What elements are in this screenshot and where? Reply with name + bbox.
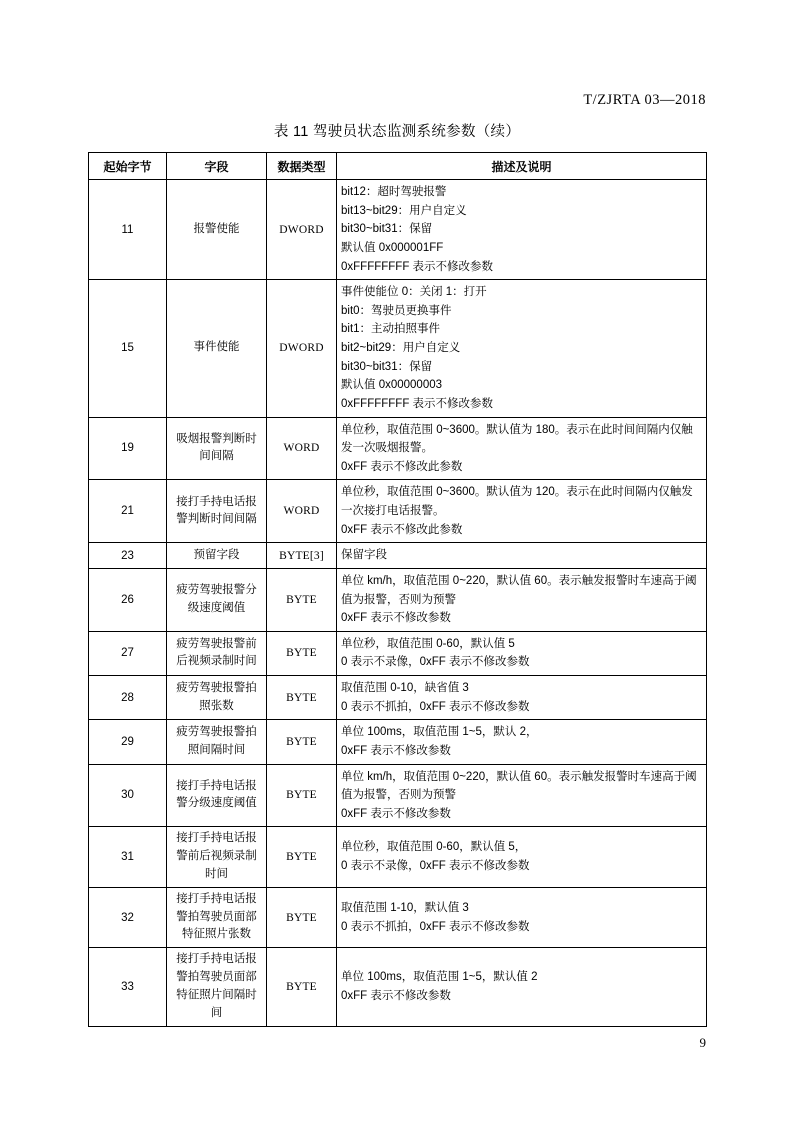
- cell-field: 接打手持电话报警拍驾驶员面部特征照片张数: [167, 887, 267, 947]
- cell-field: 事件使能: [167, 280, 267, 417]
- cell-data-type: BYTE[3]: [267, 543, 337, 569]
- cell-data-type: WORD: [267, 480, 337, 543]
- standard-code-header: T/ZJRTA 03—2018: [583, 92, 706, 108]
- cell-data-type: DWORD: [267, 280, 337, 417]
- description-line: 0xFFFFFFFF 表示不修改参数: [341, 260, 494, 273]
- table-row: [89, 180, 707, 280]
- cell-data-type: WORD: [267, 417, 337, 480]
- description-line: 0xFF 表示不修改此参数: [341, 523, 463, 536]
- cell-data-type: BYTE: [267, 720, 337, 764]
- description-line: 0xFF 表示不修改参数: [341, 989, 451, 1002]
- table-row: [89, 543, 707, 569]
- cell-start-byte: 21: [89, 480, 167, 543]
- description-line: 0 表示不抓拍，0xFF 表示不修改参数: [341, 920, 530, 933]
- table-row: [89, 948, 707, 1026]
- cell-description: [337, 180, 707, 280]
- description-line: 默认值 0x00000003: [341, 379, 443, 392]
- description-line: bit30~bit31：保留: [341, 360, 433, 373]
- description-line: bit2~bit29：用户自定义: [341, 342, 461, 354]
- description-line: 单位秒，取值范围 0~3600。默认值为 120。表示在此时间隔内仅触发一次接打电话报警。: [341, 486, 693, 517]
- cell-data-type: DWORD: [267, 180, 337, 280]
- description-line: 0xFFFFFFFF 表示不修改参数: [341, 397, 494, 410]
- page-number: 9: [699, 1035, 706, 1050]
- cell-data-type: BYTE: [267, 887, 337, 947]
- table-body: [89, 180, 707, 1027]
- column-header-data-type: 数据类型: [267, 153, 337, 180]
- cell-description: [337, 631, 707, 675]
- cell-field: 预留字段: [167, 543, 267, 569]
- cell-start-byte: 28: [89, 676, 167, 720]
- description-line: 单位秒，取值范围 0-60，默认值 5: [341, 637, 515, 650]
- table-row: [89, 480, 707, 543]
- table-row: [89, 568, 707, 631]
- cell-field: 疲劳驾驶报警拍照间隔时间: [167, 720, 267, 764]
- table-row: [89, 280, 707, 417]
- cell-description: [337, 764, 707, 827]
- description-line: 0xFF 表示不修改此参数: [341, 460, 463, 473]
- cell-description: [337, 887, 707, 947]
- cell-field: 接打手持电话报警分级速度阈值: [167, 764, 267, 827]
- cell-field: 报警使能: [167, 180, 267, 280]
- description-line: 0 表示不录像，0xFF 表示不修改参数: [341, 860, 530, 873]
- cell-field: 接打手持电话报警判断时间间隔: [167, 480, 267, 543]
- description-line: 默认值 0x000001FF: [341, 241, 444, 254]
- description-line: bit12：超时驾驶报警: [341, 186, 447, 198]
- cell-field: 吸烟报警判断时间间隔: [167, 417, 267, 480]
- cell-description: [337, 568, 707, 631]
- description-line: bit1：主动拍照事件: [341, 323, 441, 336]
- cell-start-byte: 26: [89, 568, 167, 631]
- parameters-table: [88, 152, 707, 1027]
- description-line: 保留字段: [341, 549, 387, 562]
- table-row: [89, 887, 707, 947]
- description-line: 取值范围 1-10，默认值 3: [341, 901, 469, 914]
- cell-start-byte: 33: [89, 948, 167, 1026]
- table-header-row: [89, 153, 707, 180]
- description-line: 单位秒，取值范围 0~3600。默认值为 180。表示在此时间间隔内仅触发一次吸烟报警。: [341, 423, 693, 455]
- cell-description: [337, 280, 707, 417]
- cell-start-byte: 30: [89, 764, 167, 827]
- cell-data-type: BYTE: [267, 764, 337, 827]
- description-line: 单位 100ms，取值范围 1~5，默认 2，: [341, 726, 538, 739]
- cell-field: 接打手持电话报警拍驾驶员面部特征照片间隔时间: [167, 948, 267, 1026]
- description-line: bit13~bit29：用户自定义: [341, 204, 467, 217]
- cell-description: [337, 948, 707, 1026]
- description-line: 0 表示不抓拍，0xFF 表示不修改参数: [341, 700, 530, 713]
- cell-data-type: BYTE: [267, 568, 337, 631]
- description-line: bit30~bit31：保留: [341, 223, 433, 236]
- cell-data-type: BYTE: [267, 827, 337, 887]
- description-line: 0xFF 表示不修改参数: [341, 744, 451, 757]
- column-header-field: 字段: [167, 153, 267, 180]
- cell-description: [337, 676, 707, 720]
- cell-start-byte: 27: [89, 631, 167, 675]
- description-line: 单位 km/h，取值范围 0~220，默认值 60。表示触发报警时车速高于阈值为报警，否则为预警: [341, 770, 697, 802]
- table-row: [89, 720, 707, 764]
- table-row: [89, 764, 707, 827]
- description-line: 0xFF 表示不修改参数: [341, 807, 451, 820]
- cell-field: 疲劳驾驶报警分级速度阈值: [167, 568, 267, 631]
- cell-description: [337, 827, 707, 887]
- cell-data-type: BYTE: [267, 948, 337, 1026]
- cell-start-byte: 31: [89, 827, 167, 887]
- description-line: 单位 100ms，取值范围 1~5，默认值 2: [341, 971, 538, 984]
- cell-description: [337, 543, 707, 569]
- cell-description: [337, 417, 707, 480]
- cell-start-byte: 23: [89, 543, 167, 569]
- cell-description: [337, 480, 707, 543]
- cell-field: 接打手持电话报警前后视频录制时间: [167, 827, 267, 887]
- table-row: [89, 631, 707, 675]
- cell-data-type: BYTE: [267, 631, 337, 675]
- description-line: 单位秒，取值范围 0-60，默认值 5，: [341, 841, 527, 854]
- cell-start-byte: 15: [89, 280, 167, 417]
- description-line: 0xFF 表示不修改参数: [341, 612, 451, 625]
- cell-data-type: BYTE: [267, 676, 337, 720]
- table-caption: 表 11 驾驶员状态监测系统参数（续）: [273, 124, 521, 140]
- column-header-start-byte: 起始字节: [89, 153, 167, 180]
- cell-description: [337, 720, 707, 764]
- table-row: [89, 676, 707, 720]
- table-row: [89, 827, 707, 887]
- cell-start-byte: 11: [89, 180, 167, 280]
- cell-start-byte: 32: [89, 887, 167, 947]
- description-line: 0 表示不录像，0xFF 表示不修改参数: [341, 656, 530, 669]
- cell-start-byte: 19: [89, 417, 167, 480]
- description-line: 单位 km/h，取值范围 0~220，默认值 60。表示触发报警时车速高于阈值为报警，否则为预警: [341, 574, 697, 606]
- description-line: 取值范围 0-10，缺省值 3: [341, 682, 469, 694]
- column-header-description: 描述及说明: [337, 153, 707, 180]
- description-line: 事件使能位 0：关闭 1：打开: [341, 286, 487, 299]
- cell-start-byte: 29: [89, 720, 167, 764]
- description-line: bit0：驾驶员更换事件: [341, 304, 452, 317]
- cell-field: 疲劳驾驶报警拍照张数: [167, 676, 267, 720]
- table-row: [89, 417, 707, 480]
- cell-field: 疲劳驾驶报警前后视频录制时间: [167, 631, 267, 675]
